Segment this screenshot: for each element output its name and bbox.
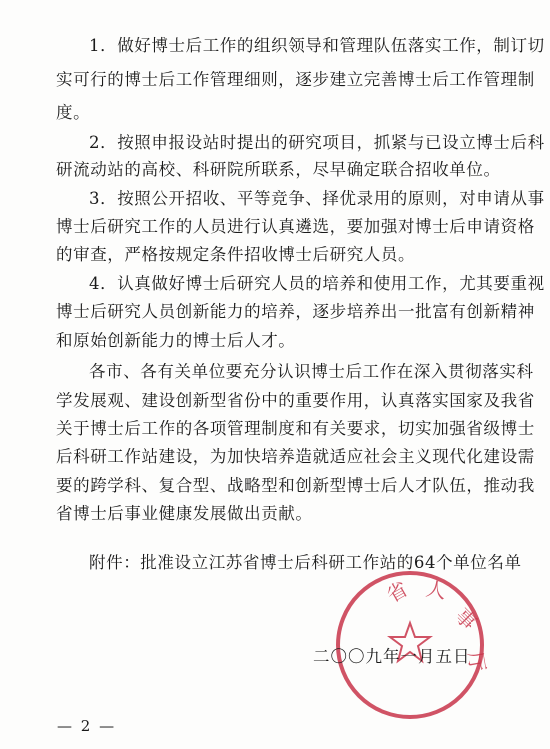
paragraph-3-line-2: 博士后研究工作的人员进行认真遴选，要加强对博士后申请资格 bbox=[56, 217, 535, 236]
paragraph-2-line-2: 研流动站的高校、科研院所联系，尽早确定联合招收单位。 bbox=[56, 160, 501, 179]
paragraph-1-line-2: 实可行的博士后工作管理细则，逐步建立完善博士后工作管理制 bbox=[56, 70, 535, 89]
paragraph-4-line-3: 和原始创新能力的博士后人才。 bbox=[56, 331, 296, 350]
seal-char-1: 省 bbox=[382, 576, 412, 608]
paragraph-3-line-3: 的审查，严格按规定条件招收博士后研究人员。 bbox=[56, 245, 416, 264]
seal-char-3: 事 bbox=[450, 603, 482, 635]
paragraph-1-line-1: 1．做好博士后工作的组织领导和管理队伍落实工作，制订切 bbox=[89, 36, 545, 55]
paragraph-5-line-2: 学发展观、建设创新型省份中的重要作用，认真落实国家及我省 bbox=[56, 391, 535, 410]
page-number: — 2 — bbox=[57, 717, 117, 735]
seal-char-4: 厅 bbox=[463, 649, 490, 674]
paragraph-5-line-4: 后科研工作站建设，为加快培养造就适应社会主义现代化建设需 bbox=[56, 447, 535, 466]
attachment-line: 附件：批准设立江苏省博士后科研工作站的64个单位名单 bbox=[89, 553, 522, 572]
paragraph-5-line-5: 要的跨学科、复合型、战略型和创新型博士后人才队伍，推动我 bbox=[56, 476, 535, 495]
paragraph-5-line-3: 关于博士后工作的各项管理制度和有关要求，切实加强省级博士 bbox=[56, 419, 535, 438]
document-date: 二〇〇九年一月五日 bbox=[313, 647, 471, 666]
paragraph-4-line-1: 4．认真做好博士后研究人员的培养和使用工作，尤其要重视 bbox=[89, 274, 545, 293]
seal-char-2: 人 bbox=[424, 576, 448, 604]
paragraph-4-line-2: 博士后研究人员创新能力的培养，逐步培养出一批富有创新精神 bbox=[56, 302, 535, 321]
paragraph-2-line-1: 2．按照申报设站时提出的研究项目，抓紧与已设立博士后科 bbox=[89, 133, 545, 152]
paragraph-1-line-3: 度。 bbox=[56, 103, 91, 122]
paragraph-3-line-1: 3．按照公开招收、平等竞争、择优录用的原则，对申请从事 bbox=[89, 189, 545, 208]
paragraph-5-line-1: 各市、各有关单位要充分认识博士后工作在深入贯彻落实科 bbox=[89, 362, 534, 381]
paragraph-5-line-6: 省博士后事业健康发展做出贡献。 bbox=[56, 504, 313, 523]
